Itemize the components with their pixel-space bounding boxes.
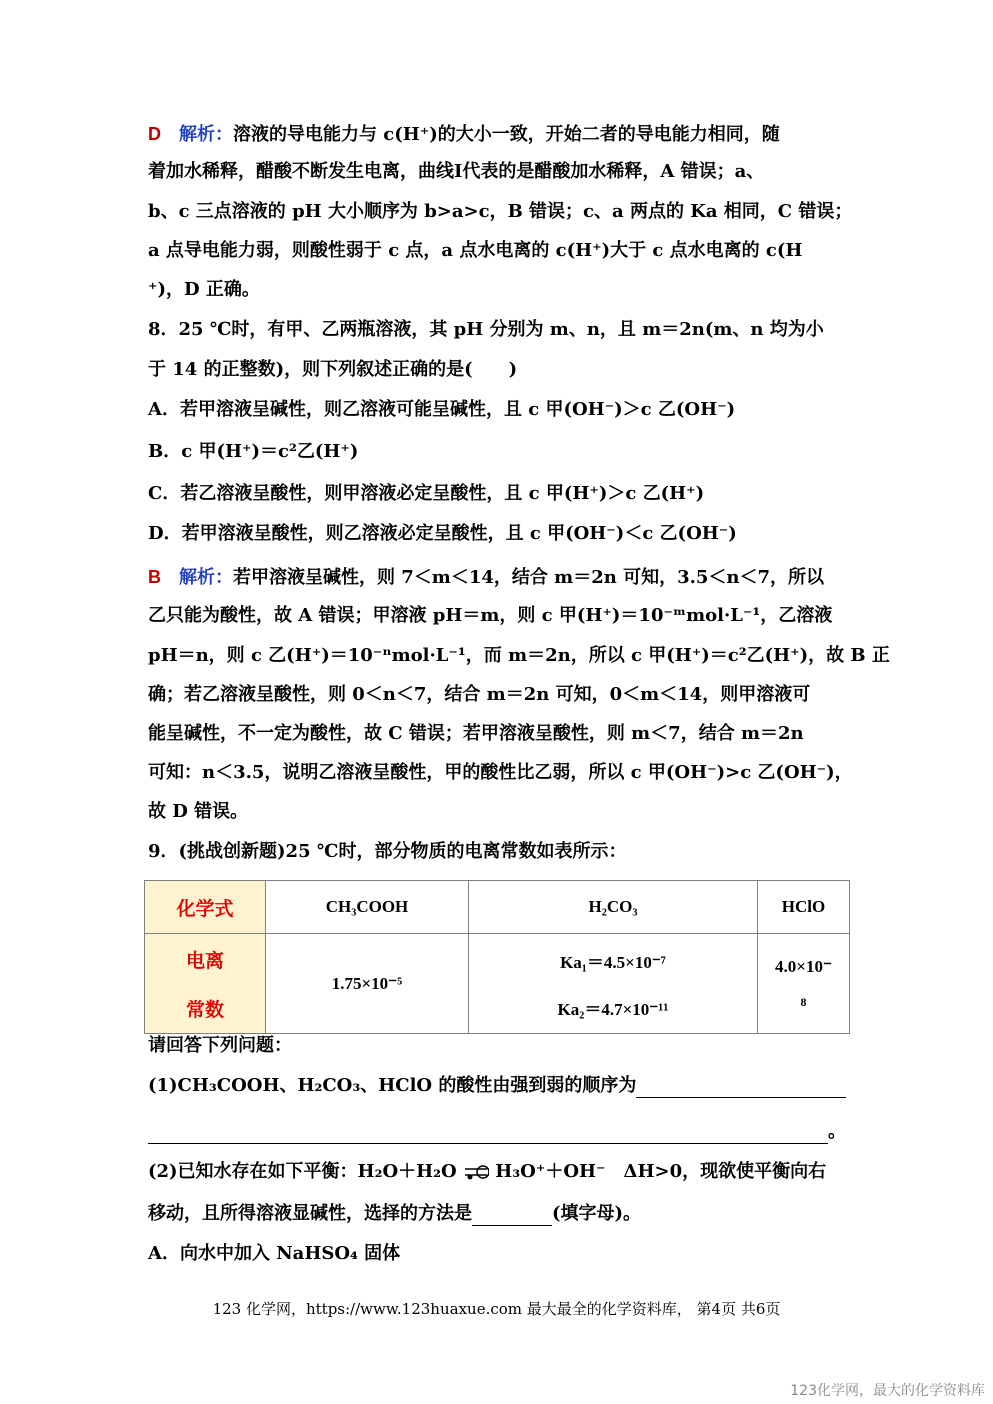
answer-blank-1[interactable]: [636, 1077, 846, 1098]
col-h2co3: H₂CO₃: [469, 881, 758, 934]
q9-sub2-line-1: (2)已知水存在如下平衡：H₂O＋H₂O H₃O⁺＋OH⁻ ΔH>0，现欲使平衡向右: [148, 1161, 827, 1182]
q9-prompt: 请回答下列问题：: [148, 1035, 292, 1056]
q8-analysis-2: 乙只能为酸性，故 A 错误；甲溶液 pH＝m，则 c 甲(H⁺)＝10⁻ᵐmol·L⁻¹，乙溶液: [148, 605, 833, 626]
q8-stem-2: 于 14 的正整数)，则下列叙述正确的是( ): [148, 359, 518, 380]
q7-line-2: 着加水稀释，醋酸不断发生电离，曲线Ⅰ代表的是醋酸加水稀释，A 错误；a、: [148, 161, 765, 182]
analysis-label: 解析：: [179, 567, 233, 588]
q7-line-5: ⁺)，D 正确。: [148, 279, 260, 300]
q8-option-d: D．若甲溶液呈酸性，则乙溶液必定呈酸性，且 c 甲(OH⁻)＜c 乙(OH⁻): [148, 523, 737, 544]
reversible-reaction-icon: [463, 1163, 489, 1181]
q7-line-1: D 解析：溶液的导电能力与 c(H⁺)的大小一致，开始二者的导电能力相同，随: [148, 124, 780, 145]
answer-letter: B: [148, 567, 161, 587]
analysis-label: 解析：: [179, 124, 233, 145]
col-hclo: HClO: [758, 881, 850, 934]
ionization-constant-table: [144, 880, 850, 1034]
value-ch3cooh: 1.75×10⁻⁵: [266, 934, 469, 1034]
answer-blank-1b[interactable]: [148, 1123, 828, 1144]
q8-analysis-7: 故 D 错误。: [148, 801, 249, 822]
q7-line-4: a 点导电能力弱，则酸性弱于 c 点，a 点水电离的 c(H⁺)大于 c 点水电离的 c(H: [148, 240, 803, 261]
q9-stem: 9．(挑战创新题)25 ℃时，部分物质的电离常数如表所示：: [148, 841, 627, 862]
q8-analysis-3: pH＝n，则 c 乙(H⁺)＝10⁻ⁿmol·L⁻¹，而 m＝2n，所以 c 甲(H⁺)＝c²乙(H⁺)，故 B 正: [148, 645, 890, 666]
q8-option-b: B．c 甲(H⁺)＝c²乙(H⁺): [148, 441, 359, 462]
q9-sub1: (1)CH₃COOH、H₂CO₃、HClO 的酸性由强到弱的顺序为: [148, 1074, 846, 1098]
q8-analysis-1: B 解析：若甲溶液呈碱性，则 7＜m＜14，结合 m＝2n 可知，3.5＜n＜7，所以: [148, 567, 825, 588]
row-label-ionization-constant: 电离 常数: [145, 934, 266, 1034]
q8-analysis-5: 能呈碱性，不一定为酸性，故 C 错误；若甲溶液呈酸性，则 m＜7，结合 m＝2n: [148, 723, 804, 744]
site-watermark: 123化学网，最大的化学资料库: [790, 1383, 985, 1399]
table-header-label: 化学式: [145, 881, 266, 934]
q8-option-c: C．若乙溶液呈酸性，则甲溶液必定呈酸性，且 c 甲(H⁺)＞c 乙(H⁺): [148, 483, 705, 504]
q8-analysis-4: 确；若乙溶液呈酸性，则 0＜n＜7，结合 m＝2n 可知，0＜m＜14，则甲溶液可: [148, 684, 811, 705]
q8-option-a: A．若甲溶液呈碱性，则乙溶液可能呈碱性，且 c 甲(OH⁻)＞c 乙(OH⁻): [148, 399, 736, 420]
value-hclo: 4.0×10⁻ 8: [758, 934, 850, 1034]
page-footer: 123 化学网，https://www.123huaxue.com 最大最全的化学资料库， 第4页 共6页: [212, 1300, 781, 1318]
q7-line-3: b、c 三点溶液的 pH 大小顺序为 b>a>c，B 错误；c、a 两点的 Ka 相同，C 错误；: [148, 201, 853, 222]
q9-sub2-line-2: 移动，且所得溶液显碱性，选择的方法是 (填字母)。: [148, 1203, 642, 1224]
q8-stem-1: 8．25 ℃时，有甲、乙两瓶溶液，其 pH 分别为 m、n，且 m＝2n(m、n 均为小: [148, 319, 824, 340]
q9-option-a: A．向水中加入 NaHSO₄ 固体: [148, 1243, 401, 1264]
answer-letter: D: [148, 124, 161, 144]
q9-sub1-continued: 。: [148, 1120, 846, 1144]
value-h2co3: Ka₁＝4.5×10⁻⁷ Ka₂＝4.7×10⁻¹¹: [469, 934, 758, 1034]
q8-analysis-6: 可知：n＜3.5，说明乙溶液呈酸性，甲的酸性比乙弱，所以 c 甲(OH⁻)>c 乙(OH⁻)，: [148, 762, 853, 783]
answer-blank-2[interactable]: [472, 1205, 552, 1226]
col-ch3cooh: CH₃COOH: [266, 881, 469, 934]
